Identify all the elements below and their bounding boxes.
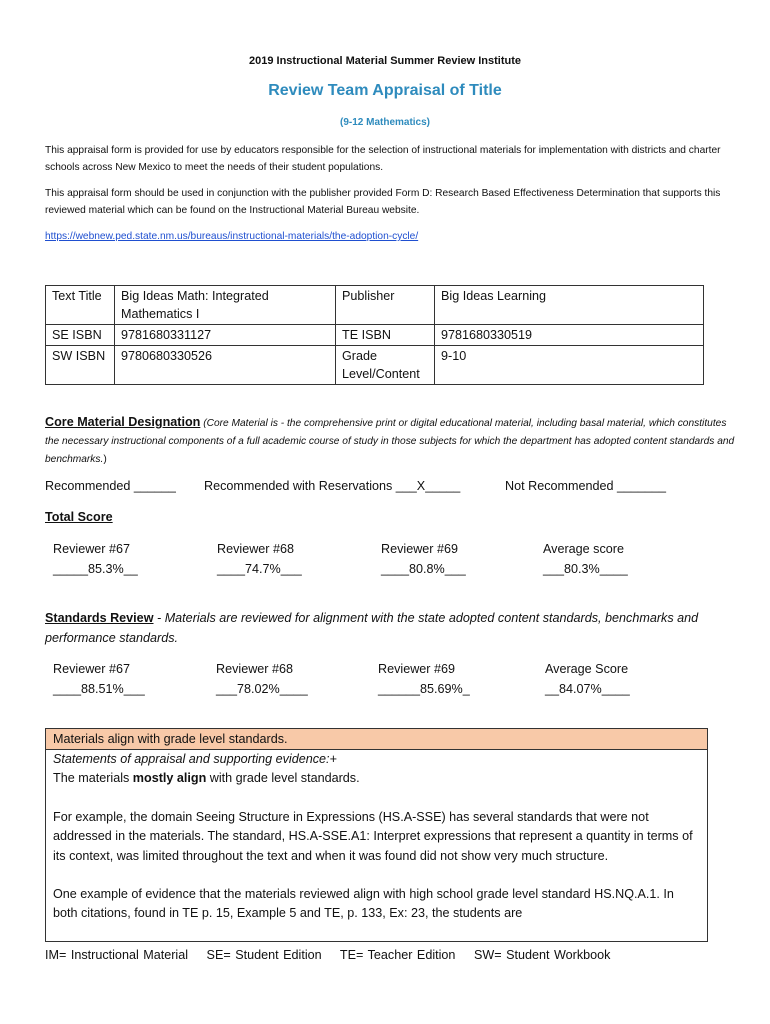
evidence-box: [45, 728, 708, 942]
core-close: ): [103, 454, 107, 465]
intro-paragraph-1: This appraisal form is provided for use by educators responsible for the selection of instructional materials for implementation with districts and charter schools across New Mexico to meet the needs of their student populations.: [45, 145, 721, 173]
reviewer-name: Reviewer #69: [381, 542, 459, 556]
core-designation: [45, 413, 735, 469]
se-isbn-value: 9781680331127: [115, 325, 336, 346]
recommended-option: Recommended ______: [45, 479, 176, 493]
total-score-heading: Total Score: [45, 510, 113, 524]
alignment-statement: [53, 769, 700, 788]
sw-isbn-label: SW ISBN: [46, 346, 115, 385]
reviewer-name: Reviewer #67: [53, 542, 131, 556]
statements-label: Statements of appraisal and supporting evidence:+: [53, 752, 337, 766]
example-paragraph-2: One example of evidence that the materials reviewed align with high school grade level standard HS.NQ.A.1. In both citations, found in TE p. 15, Example 5 and TE, p. 133, Ex: 23, the students are: [53, 887, 674, 921]
alignment-bold: mostly align: [132, 771, 207, 786]
reviewer-name: Reviewer #69: [378, 662, 456, 676]
reviewer-name: Reviewer #68: [217, 542, 295, 556]
core-description: (Core Material is - the comprehensive print or digital educational material, including basal material, which constitutes the necessary instructional components of a full academic course of study in those subjects for which the department has adopted content standards and benchmarks.: [45, 418, 735, 465]
evidence-box-body: [46, 750, 707, 924]
reviewer-name: Average score: [543, 542, 624, 556]
reviewer-score: ____80.8%___: [381, 562, 466, 576]
recommended-with-reservations-option: Recommended with Reservations ___X_____: [204, 479, 461, 493]
reviewer-name: Reviewer #68: [216, 662, 294, 676]
reviewer-name: Reviewer #67: [53, 662, 131, 676]
total-reviewer-68: [217, 539, 302, 579]
reviewer-score: _____85.3%__: [53, 562, 138, 576]
publisher-label: Publisher: [336, 286, 435, 325]
text-title-value: Big Ideas Math: Integrated Mathematics I: [115, 286, 336, 325]
total-reviewer-69: [381, 539, 466, 579]
page-subtitle: (9-12 Mathematics): [339, 117, 431, 128]
standards-review: [45, 608, 735, 648]
reviewer-score: __84.07%____: [545, 682, 630, 696]
standards-heading: Standards Review: [45, 611, 154, 625]
example-paragraph-1: For example, the domain Seeing Structure in Expressions (HS.A-SSE) has several standards that were not addressed in the materials. The standard, HS.A-SSE.A1: Interpret expressions that represent a quantity in terms of its context, was limited throughout the text and when it was found did not show very much structure.: [53, 809, 693, 863]
reviewer-name: Average Score: [545, 662, 629, 676]
reviewer-score: ______85.69%_: [378, 682, 470, 696]
institute-heading: 2019 Instructional Material Summer Review Institute: [248, 55, 522, 67]
footer-te: TE= Teacher Edition: [339, 948, 456, 962]
standards-reviewer-69: [378, 659, 470, 699]
abbreviation-footer: [45, 948, 624, 962]
standards-reviewer-68: [216, 659, 308, 699]
reviewer-score: ___80.3%____: [543, 562, 628, 576]
alignment-post: with grade level standards.: [206, 771, 360, 786]
publisher-value: Big Ideas Learning: [435, 286, 704, 325]
evidence-box-header: Materials align with grade level standards.: [46, 729, 707, 750]
footer-sw: SW= Student Workbook: [473, 948, 611, 962]
text-title-label: Text Title: [46, 286, 115, 325]
standards-description: - Materials are reviewed for alignment with the state adopted content standards, benchmarks and performance standards.: [45, 611, 699, 645]
te-isbn-value: 9781680330519: [435, 325, 704, 346]
te-isbn-label: TE ISBN: [336, 325, 435, 346]
sw-isbn-value: 9780680330526: [115, 346, 336, 385]
reviewer-score: ___78.02%____: [216, 682, 308, 696]
grade-label: Grade Level/Content: [336, 346, 435, 385]
footer-se: SE= Student Edition: [206, 948, 322, 962]
total-reviewer-67: [53, 539, 138, 579]
title-info-table: [45, 285, 704, 385]
not-recommended-option: Not Recommended _______: [505, 479, 667, 493]
grade-value: 9-10: [435, 346, 704, 385]
core-heading: Core Material Designation: [45, 415, 201, 429]
standards-reviewer-67: [53, 659, 145, 699]
reviewer-score: ____88.51%___: [53, 682, 145, 696]
reviewer-score: ____74.7%___: [217, 562, 302, 576]
alignment-pre: The materials: [53, 771, 133, 786]
standards-average-score: [545, 659, 630, 699]
footer-im: IM= Instructional Material: [45, 948, 189, 962]
se-isbn-label: SE ISBN: [46, 325, 115, 346]
page-title: Review Team Appraisal of Title: [268, 82, 502, 99]
intro-paragraph-2: This appraisal form should be used in conjunction with the publisher provided Form D: Research Based Effectiveness Determination that supports this reviewed material which can be found on the Instructional Material Bureau website.: [45, 188, 721, 216]
adoption-cycle-link[interactable]: https://webnew.ped.state.nm.us/bureaus/instructional-materials/the-adoption-cycle/: [45, 231, 419, 242]
total-average-score: [543, 539, 628, 579]
